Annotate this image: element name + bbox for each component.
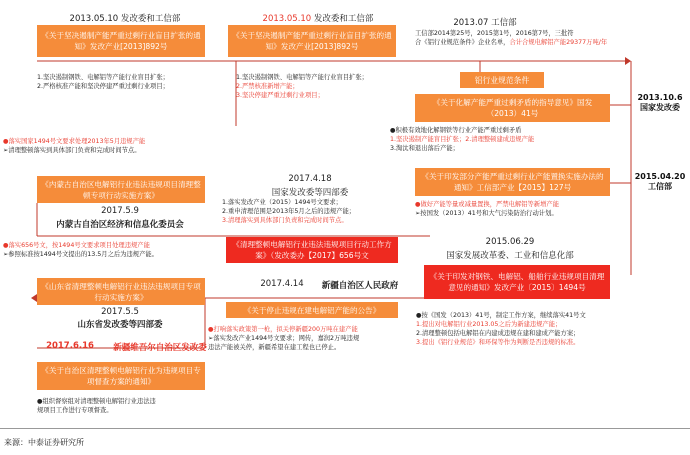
node3-text-red: 合计合规电解铝产能29377万吨/年 bbox=[509, 39, 608, 46]
node2-item-3: 3.坚决停建严重过剩行业项目； bbox=[236, 92, 324, 99]
node3-text-1: 工信部2014第25号，2015第1号，2016第7号，三批符 bbox=[415, 30, 574, 37]
node8-org: 内蒙古自治区经济和信息化委员会 bbox=[56, 220, 184, 230]
node6-item-3: 3.清理落实到具体部门负责和完成时间节点。 bbox=[222, 217, 348, 224]
node4-item-3: 3.淘汰和退出落后产能； bbox=[390, 145, 459, 152]
node10-org: 新疆自治区人民政府 bbox=[321, 281, 399, 291]
node4-item-2: 1.坚决遏制产能盲目扩张；2.清理整顿建成违规产能 bbox=[390, 136, 535, 143]
node11-box[interactable]: 《关于自治区清理整顿电解铝行业为违规项目专项督查方案的通知》 bbox=[37, 362, 205, 390]
node10-item-3: 违法产能被关停，新疆希望在建工程也已停止。 bbox=[208, 344, 341, 351]
node3-text bbox=[415, 29, 607, 47]
marker1-date: 2013.10.6 bbox=[637, 93, 683, 102]
node11-item-1: ●组织督察组对清理整顿电解铝行业违法违 bbox=[37, 398, 156, 405]
node1-item-2: 2.严格核准产能和坚决停建严重过剩行业项目； bbox=[37, 83, 169, 90]
node3-org: 工信部 bbox=[491, 18, 517, 28]
node1-org: 发改委和工信部 bbox=[120, 14, 181, 24]
node6-box[interactable]: 《清理整顿电解铝行业违法违规项目行动工作方案》（发改委办【2017】656号文 bbox=[226, 237, 398, 263]
node9-box[interactable]: 《山东省清理整顿电解铝行业违法违规项目专项行动实施方案》 bbox=[37, 278, 205, 305]
arrow-head bbox=[625, 57, 631, 65]
node2-date: 2013.05.10 bbox=[262, 14, 312, 24]
node1-items bbox=[37, 73, 169, 91]
marker2-org: 工信部 bbox=[648, 182, 672, 191]
node1-item-1: 1.坚决遏制钢铁、电解铝等产能行业盲目扩张； bbox=[37, 74, 169, 81]
node7-item-1: ●按《国发（2013）41号，制定工作方案，继续落实41号文 bbox=[416, 312, 586, 319]
node2-items bbox=[236, 73, 368, 100]
node7-item-2: 1.提出对电解铝行业2013.05之后为新建违规产能； bbox=[416, 321, 562, 328]
node2-box[interactable]: 《关于坚决遏制产能严重过剩行业盲目扩张的通知》发改产业[2013]892号 bbox=[228, 25, 396, 57]
marker1-org: 国家发改委 bbox=[640, 103, 680, 112]
source-divider bbox=[0, 428, 690, 429]
node9-org: 山东省发改委等四部委 bbox=[77, 320, 163, 330]
node8-date: 2017.5.9 bbox=[101, 206, 139, 216]
node9-date: 2017.5.5 bbox=[101, 307, 139, 317]
node3-date-org bbox=[440, 16, 530, 28]
source-note: 来源：中泰证券研究所 bbox=[4, 438, 84, 447]
node5-item-1: ●做好产能等量或减量置换，严禁电解铝等新增产能 bbox=[415, 201, 560, 208]
node7-org: 国家发展改革委、工业和信息化部 bbox=[446, 251, 574, 261]
node4-item-1: ●积极有效地化解钢铁等行业产能严重过剩矛盾 bbox=[390, 127, 522, 134]
node8-pre-2: ➢清理整顿落实到具体部门负责和完成时间节点。 bbox=[3, 147, 141, 154]
node9-pre-2: ➢参照标准按1494号文提出的13.5月之后为违规产能。 bbox=[3, 251, 158, 258]
marker2 bbox=[631, 172, 689, 192]
node1-date-org bbox=[55, 12, 195, 24]
node9-pre bbox=[3, 241, 158, 259]
node10-box[interactable]: 《关于停止违规在建电解铝产能的公告》 bbox=[226, 302, 398, 318]
node3-pill[interactable]: 铝行业规范条件 bbox=[460, 72, 544, 88]
node7-date: 2015.06.29 bbox=[485, 237, 535, 247]
node11-date: 2017.6.16 bbox=[46, 341, 94, 351]
node6-org: 国家发改委等四部委 bbox=[271, 188, 349, 198]
node10-item-2: ➢落实发改产业1494号文要求；网传，嘉润2万吨违规 bbox=[208, 335, 360, 342]
marker2-date: 2015.04.20 bbox=[634, 172, 686, 181]
node3-date: 2013.07 bbox=[453, 18, 489, 28]
node1-date: 2013.05.10 bbox=[69, 14, 119, 24]
node2-item-2: 2.严禁核准新增产能； bbox=[236, 83, 299, 90]
node11-org: 新疆维吾尔自治区发改委 bbox=[113, 343, 207, 353]
node4-items bbox=[390, 126, 534, 153]
node4-box[interactable]: 《关于化解产能严重过剩矛盾的指导意见》国发（2013）41号 bbox=[415, 94, 610, 122]
node9-pre-1: ●落实656号文，按1494号文要求项目处理违规产能 bbox=[3, 242, 150, 249]
node6-date: 2017.4.18 bbox=[288, 174, 332, 184]
node2-item-1: 1.坚决遏制钢铁、电解铝等产能行业盲目扩张； bbox=[236, 74, 368, 81]
marker1 bbox=[631, 93, 689, 113]
node8-pre-1: ●落实国家1494号文要求处理2013年5月违规产能 bbox=[3, 138, 146, 145]
node2-org: 发改委和工信部 bbox=[313, 14, 374, 24]
node8-pre bbox=[3, 137, 145, 155]
node11-items bbox=[37, 397, 156, 415]
node5-items bbox=[415, 200, 559, 218]
node6-item-2: 2.重申清理范围是2013年5月之后的违规产能； bbox=[222, 208, 356, 215]
node7-box[interactable]: 《关于印发对钢铁、电解铝、船舶行业违规项目清理意见的通知》发改产业〔2015〕1494号 bbox=[424, 265, 610, 299]
node11-item-2: 规项目工作进行专项督查。 bbox=[37, 407, 113, 414]
node5-item-2: ➢按国发（2013）41号和大气污染防治行动计划。 bbox=[415, 210, 558, 217]
node1-box[interactable]: 《关于坚决遏制产能严重过剩行业盲目扩张的通知》发改产业[2013]892号 bbox=[37, 25, 205, 57]
node6-items bbox=[222, 198, 355, 225]
node2-date-org bbox=[248, 12, 388, 24]
node7-item-3: 2.清理整顿包括电解铝在内建成违规在建和建成产能方案； bbox=[416, 330, 580, 337]
node10-item-1: ●打响落实政策第一枪，拟关停新疆200万吨在建产能 bbox=[208, 326, 358, 333]
node10-items bbox=[208, 325, 359, 352]
node7-item-4: 3.提出《铝行业规范》和环保等作为判断是否违规的标准。 bbox=[416, 339, 580, 346]
node10-date: 2017.4.14 bbox=[260, 279, 304, 289]
node7-items bbox=[416, 311, 586, 347]
node6-item-1: 1.落实发改产业（2015）1494号文要求； bbox=[222, 199, 342, 206]
node8-box[interactable]: 《内蒙古自治区电解铝行业违法违规项目清理整顿专项行动实施方案》 bbox=[37, 176, 205, 203]
node3-text-2: 合《铝行业规范条件》企业名单， bbox=[415, 39, 510, 46]
node5-box[interactable]: 《关于印发部分产能严重过剩行业产能置换实施办法的通知》工信部产业【2015】127号 bbox=[415, 168, 610, 196]
